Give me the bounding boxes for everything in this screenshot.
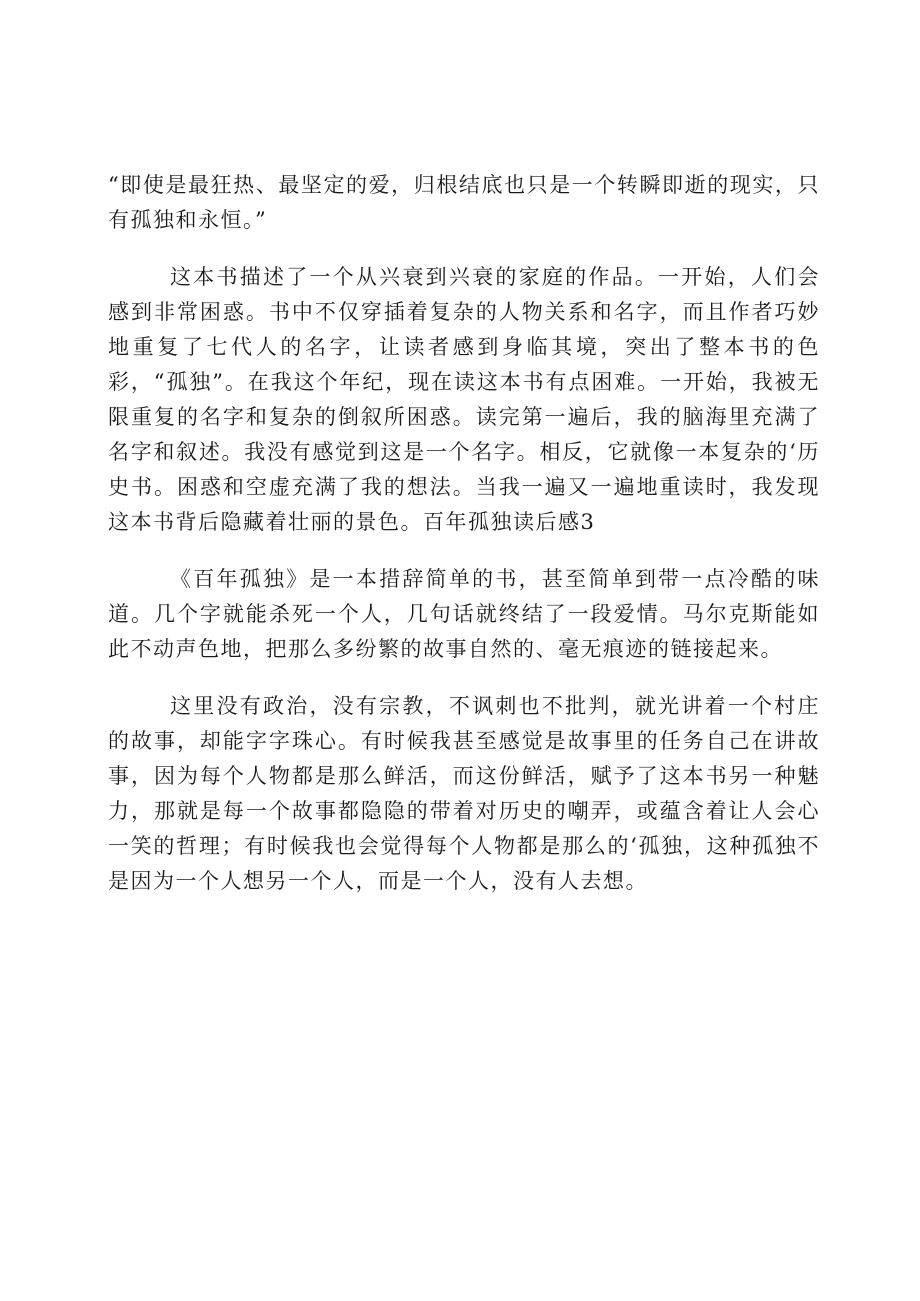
document-body <box>108 168 820 899</box>
body-paragraph-3: 这里没有政治，没有宗教，不讽刺也不批判，就光讲着一个村庄的故事，却能字字珠心。有时候我甚至感觉是故事里的任务自己在讲故事，因为每个人物都是那么鲜活，而这份鲜活，赋予了这本书另一种魅力，那就是每一个故事都隐隐的带着对历史的嘲弄，或蕴含着让人会心一笑的哲理；有时候我也会觉得每个人物都是那么的‘孤独，这种孤独不是因为一个人想另一个人，而是一个人，没有人去想。 <box>108 694 820 893</box>
body-paragraph-2: 《百年孤独》是一本措辞简单的书，甚至简单到带一点冷酷的味道。几个字就能杀死一个人，几句话就终结了一段爱情。马尔克斯能如此不动声色地，把那么多纷繁的故事自然的、毫无痕迹的链接起来。 <box>108 567 820 661</box>
quote-paragraph: “即使是最狂热、最坚定的爱，归根结底也只是一个转瞬即逝的现实，只有孤独和永恒。” <box>108 173 820 232</box>
body-paragraph-1: 这本书描述了一个从兴衰到兴衰的家庭的作品。一开始，人们会感到非常困惑。书中不仅穿插着复杂的人物关系和名字，而且作者巧妙地重复了七代人的名字，让读者感到身临其境，突出了整本书的色彩，“孤独”。在我这个年纪，现在读这本书有点困难。一开始，我被无限重复的名字和复杂的倒叙所困惑。读完第一遍后，我的脑海里充满了名字和叙述。我没有感觉到这是一个名字。相反，它就像一本复杂的‘历史书。困惑和空虚充满了我的想法。当我一遍又一遍地重读时，我发现这本书背后隐藏着壮丽的景色。百年孤独读后感3 <box>108 265 820 534</box>
